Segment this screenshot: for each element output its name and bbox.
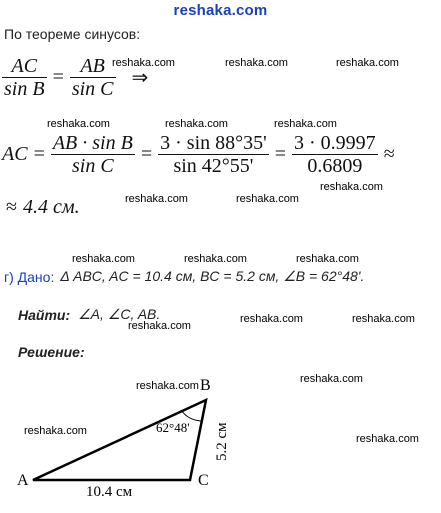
watermark: reshaka.com [320,181,383,193]
denominator: sin 42°55' [173,155,254,177]
watermark: reshaka.com [184,253,247,265]
numerator: AC [11,55,38,77]
angle-b-label: 62°48' [156,420,190,435]
formula-ac-computation [2,132,401,177]
side-bc-label: 5.2 см [214,422,230,461]
given-label: г) Дано: [4,268,55,285]
fraction-numeric [292,132,378,177]
numerator: 3 · 0.9997 [294,132,376,154]
given-text: Δ ABC, AC = 10.4 см, BC = 5.2 см, ∠B = 62°48'. [60,268,365,284]
watermark: reshaka.com [300,373,363,385]
fraction-ac-sinb [2,55,47,100]
watermark: reshaka.com [165,118,228,130]
watermark: reshaka.com [236,193,299,205]
watermark: reshaka.com [296,253,359,265]
denominator: sin C [72,155,114,177]
watermark: reshaka.com [112,57,175,69]
watermark: reshaka.com [128,320,191,332]
numerator: 3 · sin 88°35' [160,132,267,154]
watermark: reshaka.com [47,118,110,130]
denominator: sin C [71,78,114,100]
approx-sign: ≈ [6,196,17,218]
approx-sign: ≈ [383,143,395,165]
find-label: Найти: [18,306,71,323]
vertex-c-label: C [198,472,209,489]
watermark: reshaka.com [356,433,419,445]
formula-lhs: AC [2,143,28,165]
watermark: reshaka.com [72,253,135,265]
site-brand[interactable]: reshaka.com [173,2,268,19]
watermark: reshaka.com [24,425,87,437]
implies-arrow: ⇒ [131,67,149,89]
numerator: AB · sin B [52,132,133,154]
side-ac-label: 10.4 см [86,484,133,500]
denominator: 0.6809 [307,155,363,177]
denominator: sin B [4,78,45,100]
watermark: reshaka.com [225,57,288,69]
watermark: reshaka.com [125,193,188,205]
equals-sign: = [52,66,64,88]
watermark: reshaka.com [240,313,303,325]
watermark: reshaka.com [136,380,199,392]
fraction-substituted [158,132,269,177]
intro-text: По теореме синусов: [4,26,141,42]
given-line [4,268,364,285]
result-value: 4.4 см. [22,196,80,218]
fraction-ab-sinc [70,55,116,100]
find-items: ∠A, ∠C, AB. [78,306,161,322]
numerator: AB [80,55,105,77]
fraction-general [51,132,135,177]
watermark: reshaka.com [274,118,337,130]
equals-sign: = [274,143,287,165]
vertex-a-label: A [17,472,29,489]
solution-label: Решение: [18,344,85,360]
vertex-b-label: B [200,377,211,394]
equals-sign: = [33,143,45,165]
triangle-abc [33,400,206,480]
result-line [6,196,80,219]
watermark: reshaka.com [352,313,415,325]
equals-sign: = [140,143,153,165]
watermark: reshaka.com [336,57,399,69]
